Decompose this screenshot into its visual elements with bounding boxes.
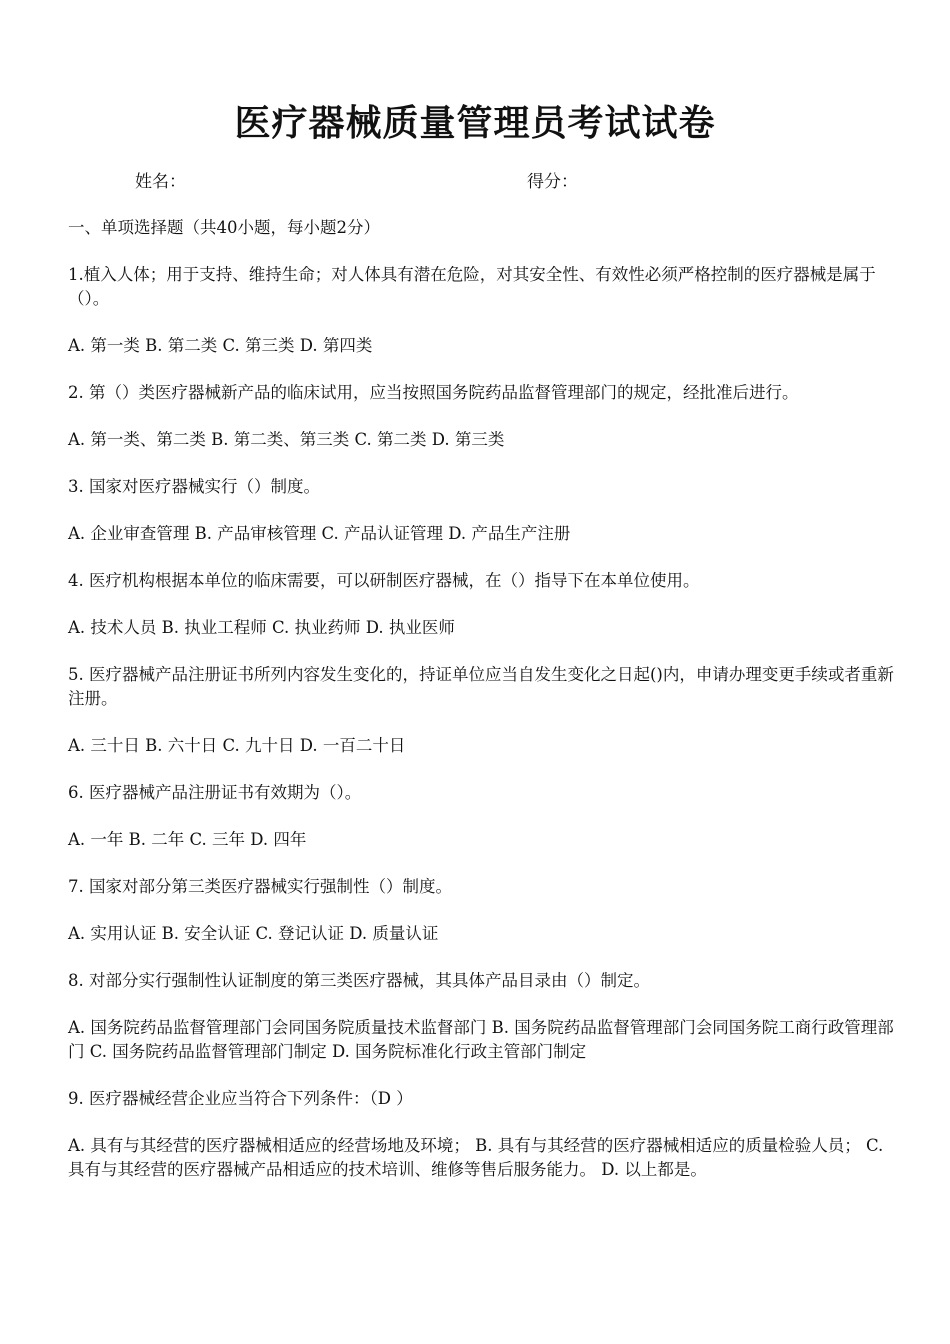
question-1-stem: 1.植入人体；用于支持、维持生命；对人体具有潜在危险，对其安全性、有效性必须严格控制的医疗器械是属于（）。 [68,265,876,308]
question-1-options: A. 第一类 B. 第二类 C. 第三类 D. 第四类 [68,336,373,355]
question-2-options: A. 第一类、第二类 B. 第二类、第三类 C. 第二类 D. 第三类 [68,430,505,449]
section-heading: 一、单项选择题（共40小题，每小题2分） [68,218,380,237]
name-field-label: 姓名： [135,172,186,192]
question-3-stem: 3. 国家对医疗器械实行（）制度。 [68,477,320,496]
page-title: 医疗器械质量管理员考试试卷 [234,103,716,144]
question-4-stem: 4. 医疗机构根据本单位的临床需要，可以研制医疗器械，在（）指导下在本单位使用。 [68,571,700,590]
question-8-stem: 8. 对部分实行强制性认证制度的第三类医疗器械，其具体产品目录由（）制定。 [68,971,650,990]
question-4-options: A. 技术人员 B. 执业工程师 C. 执业药师 D. 执业医师 [68,618,455,637]
question-9-stem: 9. 医疗器械经营企业应当符合下列条件：（D ） [68,1089,413,1108]
question-3-options: A. 企业审查管理 B. 产品审核管理 C. 产品认证管理 D. 产品生产注册 [68,524,571,543]
question-7-stem: 7. 国家对部分第三类医疗器械实行强制性（）制度。 [68,877,452,896]
score-field-label: 得分： [527,172,578,192]
question-9-options: A. 具有与其经营的医疗器械相适应的经营场地及环境； B. 具有与其经营的医疗器械相适应的质量检验人员； C. 具有与其经营的医疗器械产品相适应的技术培训、维修等售后服务能力。 D. 以上都是。 [68,1136,884,1179]
question-2-stem: 2. 第（）类医疗器械新产品的临床试用，应当按照国务院药品监督管理部门的规定，经批准后进行。 [68,383,799,402]
question-7-options: A. 实用认证 B. 安全认证 C. 登记认证 D. 质量认证 [68,924,439,943]
question-5-options: A. 三十日 B. 六十日 C. 九十日 D. 一百二十日 [68,736,406,755]
question-8-options: A. 国务院药品监督管理部门会同国务院质量技术监督部门 B. 国务院药品监督管理部门会同国务院工商行政管理部门 C. 国务院药品监督管理部门制定 D. 国务院标准化行政主管部门制定 [68,1018,894,1061]
question-5-stem: 5. 医疗器械产品注册证书所列内容发生变化的，持证单位应当自发生变化之日起()内，申请办理变更手续或者重新注册。 [68,665,894,708]
question-6-stem: 6. 医疗器械产品注册证书有效期为（）。 [68,783,362,802]
exam-content [68,216,894,1205]
question-6-options: A. 一年 B. 二年 C. 三年 D. 四年 [68,830,307,849]
